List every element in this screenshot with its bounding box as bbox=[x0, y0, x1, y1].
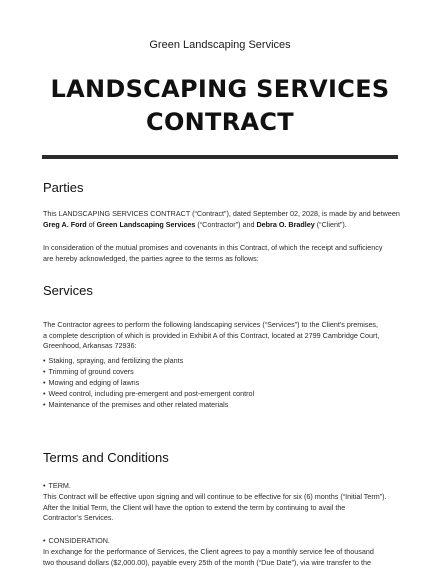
services-p1-line-3: Greenhood, Arkansas 72936: bbox=[43, 341, 137, 351]
services-heading: Services bbox=[43, 283, 93, 298]
parties-p2-line-2: are hereby acknowledged, the parties agree to the terms as follows: bbox=[43, 253, 259, 263]
terms-heading: Terms and Conditions bbox=[43, 450, 169, 465]
document-title-line-1: LANDSCAPING SERVICES bbox=[50, 75, 390, 103]
document-title bbox=[0, 73, 440, 139]
parties-client-text: (“Client”). bbox=[314, 219, 347, 229]
term-line-1: This Contract will be effective upon signing and will continue to be effective for six (6) months (“Initial Term”). bbox=[43, 492, 387, 501]
parties-paragraph-1 bbox=[43, 209, 403, 230]
consideration-paragraph bbox=[43, 547, 403, 568]
parties-contractor-text: (“Contractor”) and bbox=[195, 219, 257, 229]
parties-heading: Parties bbox=[43, 180, 84, 195]
consideration-line-1: In exchange for the performance of Services, the Client agrees to pay a monthly service fee of thousand bbox=[43, 547, 374, 556]
company-name: Green Landscaping Services bbox=[149, 39, 291, 51]
list-item: • Staking, spraying, and fertilizing the plants bbox=[43, 356, 403, 367]
parties-p1-line-1: This LANDSCAPING SERVICES CONTRACT (“Contract”), dated September 02, 2028, is made by and between bbox=[43, 209, 400, 218]
list-item: • Maintenance of the premises and other related materials bbox=[43, 400, 403, 411]
contractor-name: Greg A. Ford bbox=[43, 219, 87, 229]
client-name: Debra O. Bradley bbox=[256, 219, 315, 229]
title-divider bbox=[42, 155, 398, 159]
services-list bbox=[43, 356, 403, 411]
term-line-3: Contractor’s Services. bbox=[43, 513, 114, 523]
parties-paragraph-2 bbox=[43, 243, 403, 264]
term-label: • TERM. bbox=[43, 481, 71, 492]
list-item: • Mowing and edging of lawns bbox=[43, 378, 403, 389]
consideration-line-2: two thousand dollars ($2,000.00), payable every 25th of the month (“Due Date”), via wire transfer to the bbox=[43, 557, 372, 567]
contractor-company: Green Landscaping Services bbox=[96, 219, 196, 229]
document-title-line-2: CONTRACT bbox=[146, 108, 294, 136]
list-item: • Weed control, including pre-emergent and post-emergent control bbox=[43, 389, 403, 400]
services-paragraph bbox=[43, 320, 403, 352]
list-item: • Trimming of ground covers bbox=[43, 367, 403, 378]
term-line-2: After the Initial Term, the Client will have the option to extend the term by continuing to avail the bbox=[43, 502, 346, 512]
term-paragraph bbox=[43, 492, 403, 524]
services-p1-line-1: The Contractor agrees to perform the following landscaping services (“Services”) to the Client’s premises, bbox=[43, 320, 379, 329]
consideration-label: • CONSIDERATION. bbox=[43, 536, 110, 547]
services-p1-line-2: a complete description of which is provided in Exhibit A of this Contract, located at 2799 Cambridge Court, bbox=[43, 330, 380, 340]
parties-p1-line-2 bbox=[43, 220, 403, 231]
parties-p2-line-1: In consideration of the mutual promises and covenants in this Contract, of which the receipt and sufficiency bbox=[43, 243, 383, 252]
parties-of-text: of bbox=[86, 219, 97, 229]
